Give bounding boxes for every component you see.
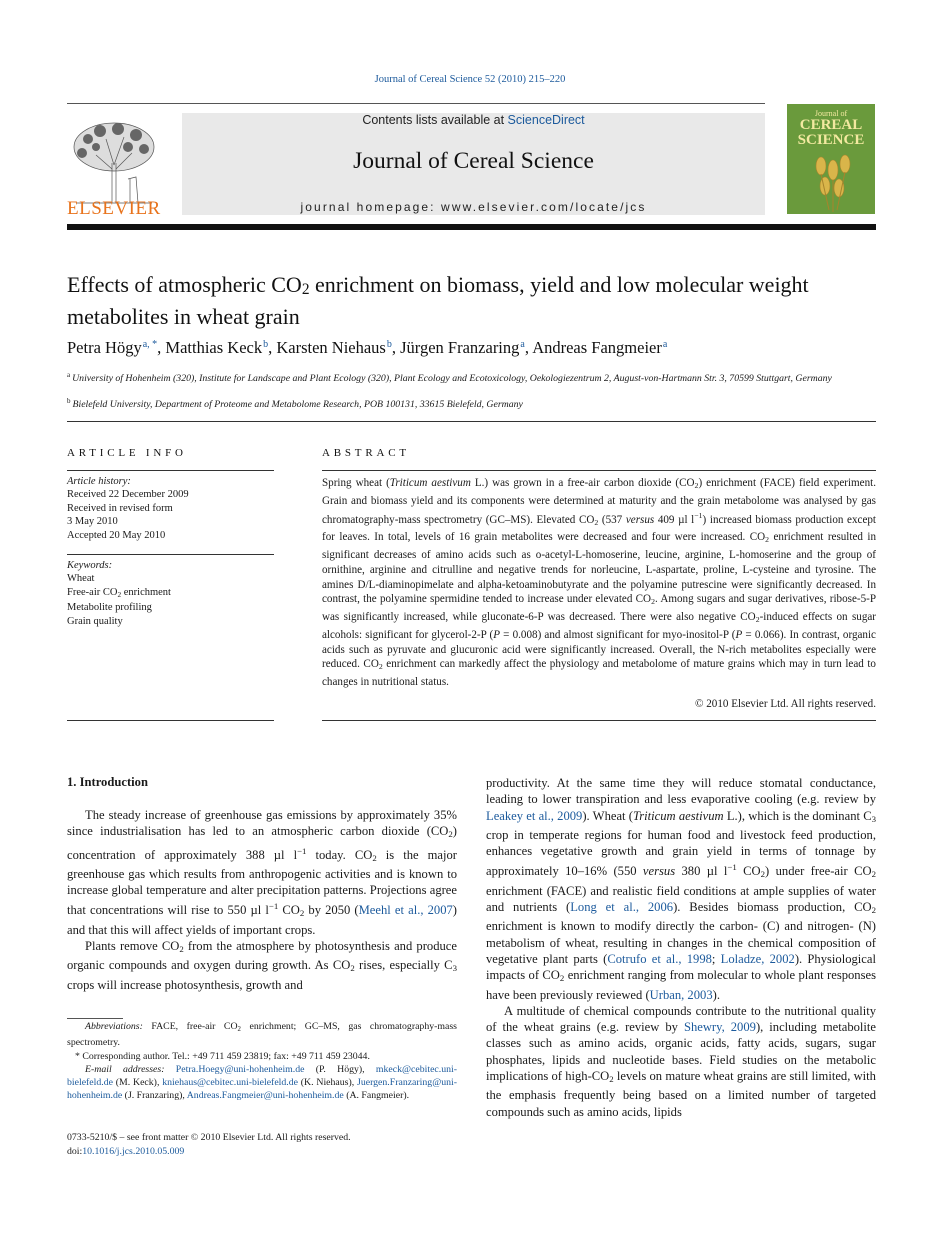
journal-homepage[interactable]: journal homepage: www.elsevier.com/locate/jcs — [300, 200, 647, 214]
citation-link[interactable]: Urban, 2003 — [649, 987, 713, 1002]
email-link[interactable]: kniehaus@cebitec.uni-bielefeld.de — [162, 1077, 298, 1089]
abstract-copyright: © 2010 Elsevier Ltd. All rights reserved. — [695, 698, 876, 710]
email-link[interactable]: Petra.Hoegy@uni-hohenheim.de — [175, 1063, 305, 1075]
affiliation-mark[interactable]: b — [263, 339, 269, 350]
journal-citation[interactable]: Journal of Cereal Science 52 (2010) 215–220 — [374, 74, 566, 85]
sciencedirect-link[interactable]: ScienceDirect — [507, 113, 585, 127]
section-rule — [67, 421, 876, 422]
author-list: Petra Högy$^{a, *}$, Matthias Keck$^b$, Karsten Niehaus$^b$, Jürgen Franzaring$^a$, Andreas Fangmeier$^a$ — [67, 338, 668, 357]
affiliation-mark[interactable]: a — [520, 339, 525, 350]
affiliation-mark[interactable]: a, * — [142, 339, 158, 350]
abstract-rule — [322, 720, 876, 721]
author: Matthias Keck — [165, 338, 263, 357]
journal-name: Journal of Cereal Science — [353, 148, 594, 174]
footnotes: Abbreviations: FACE, free-air $CO_2$ enrichment; GC–MS, gas chromatography-mass spectrometry. * Corresponding author. Tel.: +49 711 459 23819; fax: +49 711 459 23044. E-mail addresses: Petra.Hoegy@uni-hohenheim.de (P. Högy), mkeck@cebitec.uni-bielefeld.de (M. Keck), kniehaus@cebitec.uni-bielefeld.de (K. Niehaus), Juergen.Franzaring@uni-hohenheim.de (J. Franzaring), Andreas.Fangmeier@uni-hohenheim.de (A. Fangmeier). — [67, 1021, 457, 1102]
citation-link[interactable]: Meehl et al., 2007 — [358, 903, 453, 918]
citation-link[interactable]: Shewry, 2009 — [683, 1020, 756, 1035]
footnote-rule — [67, 1018, 123, 1019]
article-title: Effects of atmospheric $CO_2$ enrichment on biomass, yield and low molecular weight metabolites in wheat grain — [67, 272, 809, 329]
author: Karsten Niehaus — [276, 338, 386, 357]
header-thick-rule — [67, 224, 876, 230]
doi-link[interactable]: 10.1016/j.jcs.2010.05.009 — [82, 1146, 185, 1157]
article-history: Article history: Received 22 December 2009 Received in revised form 3 May 2010 Accepted 20 May 2010 — [67, 476, 189, 541]
email-link[interactable]: Juergen.Franzaring@uni-hohenheim.de — [67, 1077, 457, 1102]
elsevier-wordmark: ELSEVIER — [67, 198, 161, 219]
wheat-illustration — [805, 152, 861, 212]
info-rule — [67, 554, 274, 555]
contents-line: Contents lists available at ScienceDirect — [362, 113, 585, 127]
journal-cover-image: Journal of CEREAL SCIENCE — [787, 104, 875, 214]
front-matter: 0733-5210/$ – see front matter © 2010 Elsevier Ltd. All rights reserved. doi:10.1016/j.jcs.2010.05.009 — [67, 1132, 351, 1157]
info-rule — [67, 470, 274, 471]
citation-link[interactable]: Leakey et al., 2009 — [486, 808, 583, 823]
affiliation-mark[interactable]: b — [386, 339, 392, 350]
author: Jürgen Franzaring — [400, 338, 520, 357]
author: Petra Högy — [67, 338, 142, 357]
intro-right-column: productivity. At the same time they will reduce stomatal conductance, leading to lower transpiration and less evaporative cooling (e.g. review by Leakey et al., 2009). Wheat (Triticum aestivum L.), which is the dominant $C_3$ crop in temperate regions for human food and livestock feed production, enhances vegetative growth and grain yield in terms of tonnage by approximately 10–16% (550 versus 380 µl $l^{-1}$ $CO_2$) under free-air $CO_2$ enrichment (FACE) and realistic field conditions at ample supplies of water and nutrients (Long et al., 2006). Besides biomass production, $CO_2$ enrichment is known to modify directly the carbon- (C) and nitrogen- (N) metabolism of wheat, resulting in changes in the chemical composition of vegetative plant parts (Cotrufo et al., 1998; Loladze, 2002). Physiological impacts of $CO_2$ enrichment ranging from molecular to whole plant responses have been previously reviewed (Urban, 2003). A multitude of chemical compounds contribute to the nutritional quality of the wheat grains (e.g. review by Shewry, 2009), including metabolite classes such as amino acids, organic acids, fatty acids, sugars, sugar phosphates, lipids and nucleotide bases. Field studies on the metabolic implications of high-$CO_2$ levels on mature wheat grains are still limited, with the emphasis frequently being based on a limited number of targeted compounds such as amino acids, lipids — [486, 776, 877, 1119]
email-link[interactable]: mkeck@cebitec.uni-bielefeld.de — [67, 1063, 457, 1089]
info-rule — [67, 720, 274, 721]
author: Andreas Fangmeier — [532, 338, 662, 357]
header-rule — [67, 103, 765, 104]
affiliation-a: $^a$ University of Hohenheim (320), Institute for Landscape and Plant Ecology (320), Plant Ecology and Ecotoxicology, Oekologiezentrum 2, August-von-Hartmann Str. 3, 70599 Stuttgart, Germany — [67, 371, 832, 384]
affiliation-b: $^b$ Bielefeld University, Department of Proteome and Metabolome Research, POB 100131, 33615 Bielefeld, Germany — [67, 397, 523, 410]
abstract-rule — [322, 470, 876, 471]
citation-link[interactable]: Loladze, 2002 — [720, 951, 795, 966]
citation-link[interactable]: Cotrufo et al., 1998 — [607, 951, 712, 966]
section-heading-introduction: 1. Introduction — [67, 775, 148, 789]
abstract-text: Spring wheat (Triticum aestivum L.) was grown in a free-air carbon dioxide $(CO_2)$ enrichment (FACE) field experiment. Grain and biomass yield and its components were determined at maturity and the grain metabolome was analysed by gas chromatography-mass spectrometry (GC–MS). Elevated $CO_2$ (537 versus 409 µl $l^{-1}$) increased biomass production except for leaves. In total, levels of 16 grain metabolites were decreased and four were increased. $CO_2$ enrichment resulted in significant decreases of amino acids such as o-acetyl-L-homoserine, leucine, arginine, L-homoserine and the group of ornithine, arginine and citrulline and negative trends for norleucine, L-aspartate, proline, L-cysteine and tyrosine. The amines D/L-diaminopimelate and alpha-ketoaminobutyrate and the polyamine putrescine were significantly decreased. In contrast, the polyamine spermidine tended to increase under elevated $CO_2$. Among sugars and sugar derivatives, ribose-5-P was significantly increased, while gluconate-6-P was decreased. There were also negative $CO_2$-induced effects on sugar alcohols: significant for glycerol-2-P (P = 0.008) and almost significant for myo-inositol-P (P = 0.066). In contrast, organic acids such as pyruvate and glucuronic acid were significantly increased. Overall, the N-rich metabolites especially were reduced. $CO_2$ enrichment can markedly affect the physiology and metabolome of mature grains which may in turn lead to changes in nutritional status. — [322, 477, 877, 688]
citation-link[interactable]: Long et al., 2006 — [570, 900, 674, 915]
email-link[interactable]: Andreas.Fangmeier@uni-hohenheim.de — [186, 1090, 344, 1102]
affiliation-mark[interactable]: a — [662, 339, 668, 350]
abstract-heading: ABSTRACT — [322, 447, 410, 459]
keywords: Keywords: Wheat Free-air $CO_2$ enrichment Metabolite profiling Grain quality — [67, 560, 171, 627]
article-info-heading: ARTICLE INFO — [67, 447, 187, 459]
intro-left-column: The steady increase of greenhouse gas emissions by approximately 35% since industrialisation has led to an atmospheric carbon dioxide $(CO_2)$ concentration of approximately 388 µl $l^{-1}$ today. $CO_2$ is the major greenhouse gas which results from anthropogenic activities and is known to increase global temperature and alter precipitation patterns. Projections agree that concentrations will rise to 550 µl $l^{-1}$ $CO_2$ by 2050 (Meehl et al., 2007) and that this will affect yields of important crops. Plants remove $CO_2$ from the atmosphere by photosynthesis and produce organic compounds and oxygen during growth. As $CO_2$ rises, especially $C_3$ crops will increase photosynthesis, growth and — [67, 808, 458, 992]
